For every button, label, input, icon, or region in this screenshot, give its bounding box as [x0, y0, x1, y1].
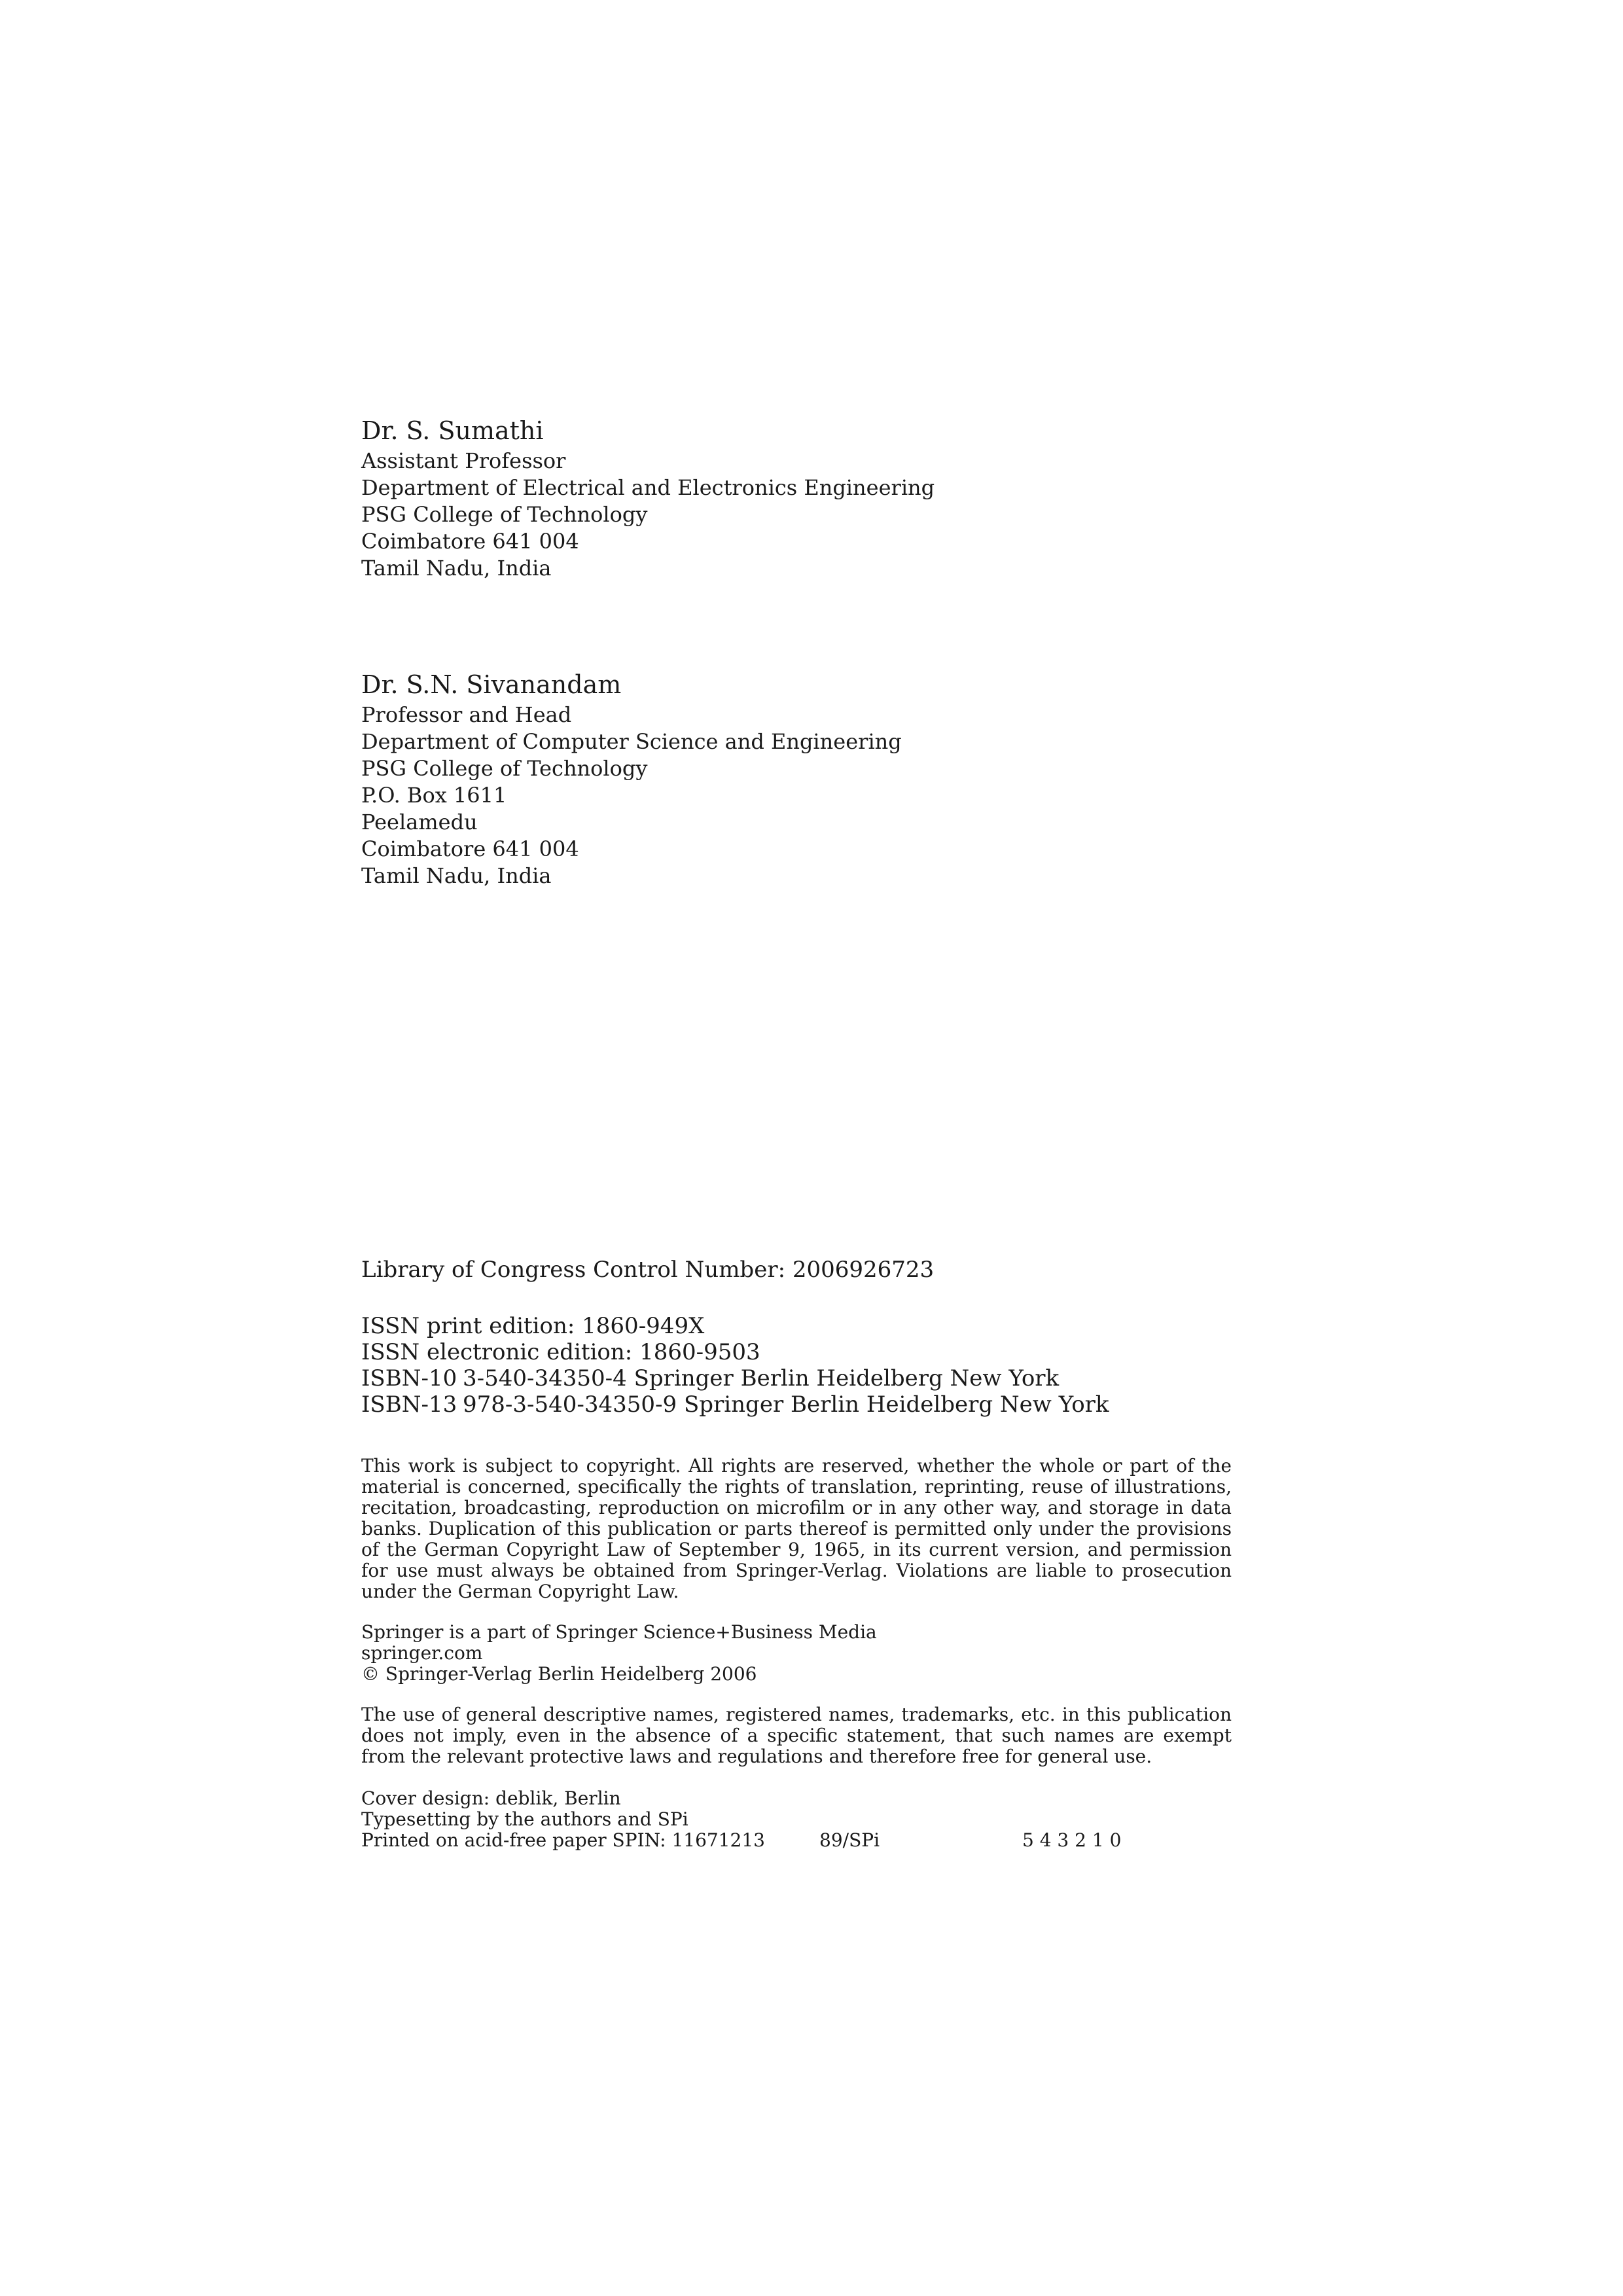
author-name: Dr. S. Sumathi [361, 416, 544, 445]
author-block-sumathi [361, 416, 1232, 582]
isbn-10-value: 3-540-34350-4 Springer Berlin Heidelberg New York [463, 1365, 1060, 1391]
author-state: Tamil Nadu, India [361, 556, 552, 581]
publisher-line: Springer is a part of Springer Science+Business Media [361, 1621, 877, 1643]
issn-print: ISSN print edition: 1860-949X [361, 1313, 705, 1339]
identifier-block [361, 1313, 1232, 1418]
isbn-13-value: 978-3-540-34350-9 Springer Berlin Heidelberg New York [463, 1391, 1109, 1418]
isbn-13-label: ISBN-13 [361, 1391, 457, 1418]
author-title: Assistant Professor [361, 448, 566, 473]
typesetting: Typesetting by the authors and SPi [361, 1808, 688, 1830]
author-institution: PSG College of Technology [361, 756, 648, 781]
isbn-10 [361, 1365, 1232, 1391]
author-institution: PSG College of Technology [361, 502, 648, 527]
printer-code: 89/SPi [819, 1829, 880, 1851]
credits-block [361, 1788, 1232, 1851]
issn-electronic: ISSN electronic edition: 1860-9503 [361, 1339, 760, 1365]
author-city: Coimbatore 641 004 [361, 836, 579, 861]
print-run-numbers: 5 4 3 2 1 0 [1022, 1829, 1122, 1851]
copyright-notice-block [361, 1456, 1232, 1602]
author-city: Coimbatore 641 004 [361, 529, 579, 554]
trademark-notice: The use of general descriptive names, registered names, trademarks, etc. in this publication does not imply, even in the absence of a specific statement, that such names are exempt from the relevant protective laws and regulations and therefore free for general use. [361, 1704, 1232, 1767]
cover-design: Cover design: deblik, Berlin [361, 1787, 621, 1809]
author-block-sivanandam [361, 670, 1232, 889]
printed-spin: Printed on acid-free paper SPIN: 11671213 [361, 1829, 765, 1851]
publisher-website: springer.com [361, 1642, 483, 1664]
author-name: Dr. S.N. Sivanandam [361, 670, 622, 699]
publisher-block [361, 1622, 1232, 1685]
author-locality: Peelamedu [361, 810, 478, 834]
author-department: Department of Computer Science and Engineering [361, 729, 902, 754]
author-title: Professor and Head [361, 702, 572, 727]
copyright-notice: This work is subject to copyright. All rights are reserved, whether the whole or part of the material is concerned, specifically the rights of translation, reprinting, reuse of illustrations, recitation, broadcasting, reproduction on microfilm or in any other way, and storage in data banks. Duplication of this publication or parts thereof is permitted only under the provisions of the German Copyright Law of September 9, 1965, in its current version, and permission for use must always be obtained from Springer-Verlag. Violations are liable to prosecution under the German Copyright Law. [361, 1455, 1232, 1602]
printing-row [361, 1830, 1232, 1851]
trademark-notice-block [361, 1704, 1232, 1767]
lccn-block [361, 1257, 1232, 1283]
author-po-box: P.O. Box 1611 [361, 783, 507, 808]
author-state: Tamil Nadu, India [361, 863, 552, 888]
isbn-10-label: ISBN-10 [361, 1365, 457, 1391]
author-department: Department of Electrical and Electronics Engineering [361, 475, 935, 500]
isbn-13 [361, 1391, 1232, 1418]
lccn: Library of Congress Control Number: 2006926723 [361, 1257, 935, 1283]
publisher-copyright: © Springer-Verlag Berlin Heidelberg 2006 [361, 1663, 757, 1685]
